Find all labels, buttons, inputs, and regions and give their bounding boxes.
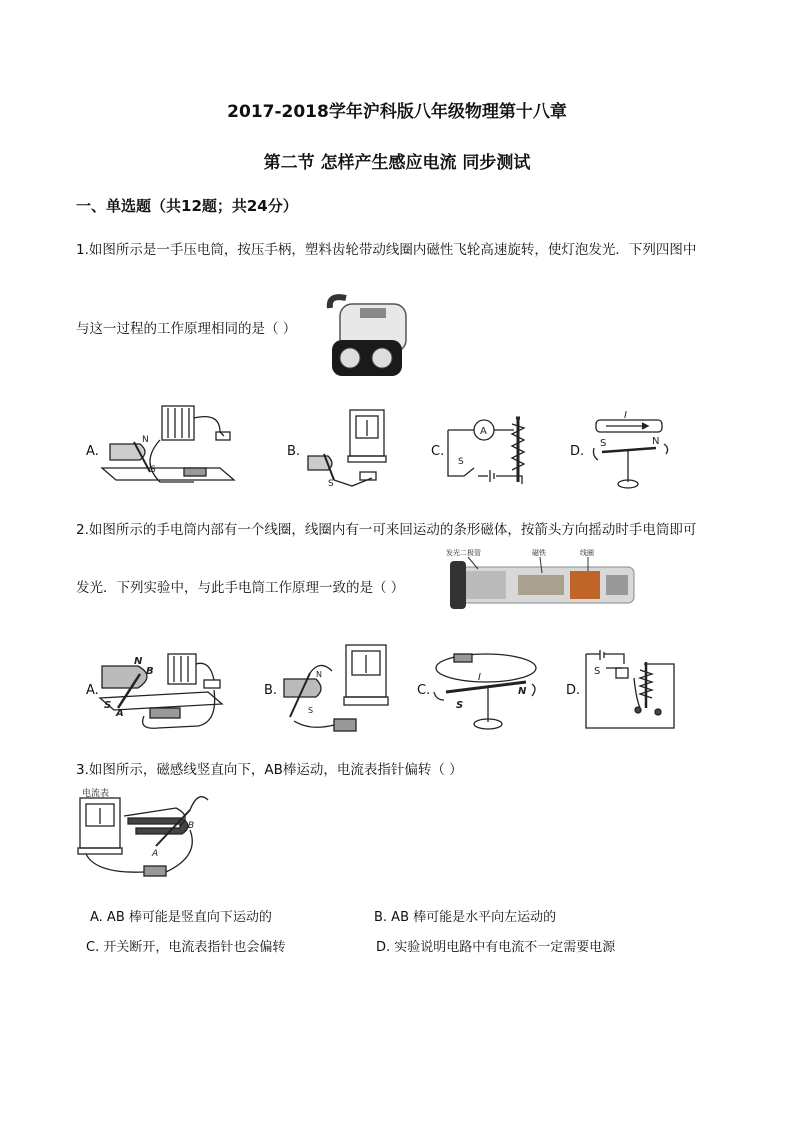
hand-press-flashlight-image — [326, 294, 416, 380]
q1-option-c-label: C. — [431, 444, 445, 459]
q2-figure-c — [432, 648, 542, 734]
q3-figure — [76, 786, 216, 882]
q3-stem: 3.如图所示，磁感线竖直向下，AB棒运动，电流表指针偏转（ ） — [76, 762, 463, 778]
q3-b-label: B — [188, 821, 195, 831]
q1c-switch-label: S — [458, 457, 464, 467]
q3-ammeter-label: 电流表 — [82, 789, 110, 799]
q2-stem-line2: 发光．下列实验中，与此手电筒工作原理一致的是（ ） — [76, 580, 405, 596]
q2d-switch-label: S — [594, 666, 601, 677]
q2-option-a-label: A. — [86, 683, 99, 698]
q2-magnet-label: 磁铁 — [532, 549, 546, 557]
q3-option-a[interactable]: A. AB 棒可能是竖直向下运动的 — [90, 910, 272, 925]
q1c-ammeter-label: A — [480, 426, 487, 437]
document-title: 2017-2018学年沪科版八年级物理第十八章 — [227, 102, 567, 122]
q2-coil-label: 线圈 — [580, 549, 594, 557]
section-heading: 一、单选题（共12题；共24分） — [76, 197, 298, 215]
q2a-south-label: S — [104, 700, 112, 711]
q2-option-c-label: C. — [417, 683, 431, 698]
document-subtitle: 第二节 怎样产生感应电流 同步测试 — [263, 153, 531, 173]
q3-option-c[interactable]: C. 开关断开，电流表指针也会偏转 — [86, 940, 286, 955]
q1a-north-label: N — [142, 435, 149, 445]
q2-figure-a — [98, 646, 242, 734]
q1-stem-line1: 1.如图所示是一手压电筒，按压手柄，塑料齿轮带动线圈内磁性飞轮高速旋转，使灯泡发光．下列四图中 — [76, 242, 697, 258]
q1-stem-line2: 与这一过程的工作原理相同的是（ ） — [76, 321, 297, 337]
q2-option-b-label: B. — [264, 683, 278, 698]
q2-figure-b — [280, 643, 392, 735]
q1d-south-label: S — [600, 438, 607, 449]
q1-figure-c — [444, 412, 530, 492]
q2-stem-line1: 2.如图所示的手电筒内部有一个线圈，线圈内有一可来回运动的条形磁体，按箭头方向摇动时手电筒即可 — [76, 522, 697, 538]
q3-a-label: A — [152, 849, 159, 859]
q1-option-b-label: B. — [287, 444, 301, 459]
q2a-north-label: N — [134, 656, 143, 667]
q1d-north-label: N — [652, 436, 660, 447]
q1-figure-d — [590, 410, 680, 494]
q1b-south-label: S — [328, 479, 334, 489]
q2-led-label: 发光二极管 — [446, 549, 481, 557]
q1d-current-label: I — [624, 410, 627, 421]
q2b-north-label: N — [316, 670, 322, 679]
q1-option-a-label: A. — [86, 444, 99, 459]
q2-option-d-label: D. — [566, 683, 581, 698]
q2a-a-label: A — [116, 708, 124, 719]
q2c-south-label: S — [456, 700, 464, 711]
q1-option-d-label: D. — [570, 444, 585, 459]
q1-figure-a — [100, 402, 240, 490]
q2c-current-label: I — [478, 672, 481, 683]
q2-figure-d — [584, 648, 676, 734]
q2a-b-label: B — [146, 666, 154, 677]
shaking-flashlight-image — [438, 545, 644, 621]
q3-option-d[interactable]: D. 实验说明电路中有电流不一定需要电源 — [376, 940, 616, 955]
q1a-south-label: S — [150, 465, 156, 475]
q2b-south-label: S — [308, 706, 314, 715]
q3-option-b[interactable]: B. AB 棒可能是水平向左运动的 — [374, 910, 557, 925]
q2c-north-label: N — [518, 686, 527, 697]
q1-figure-b — [302, 408, 392, 490]
